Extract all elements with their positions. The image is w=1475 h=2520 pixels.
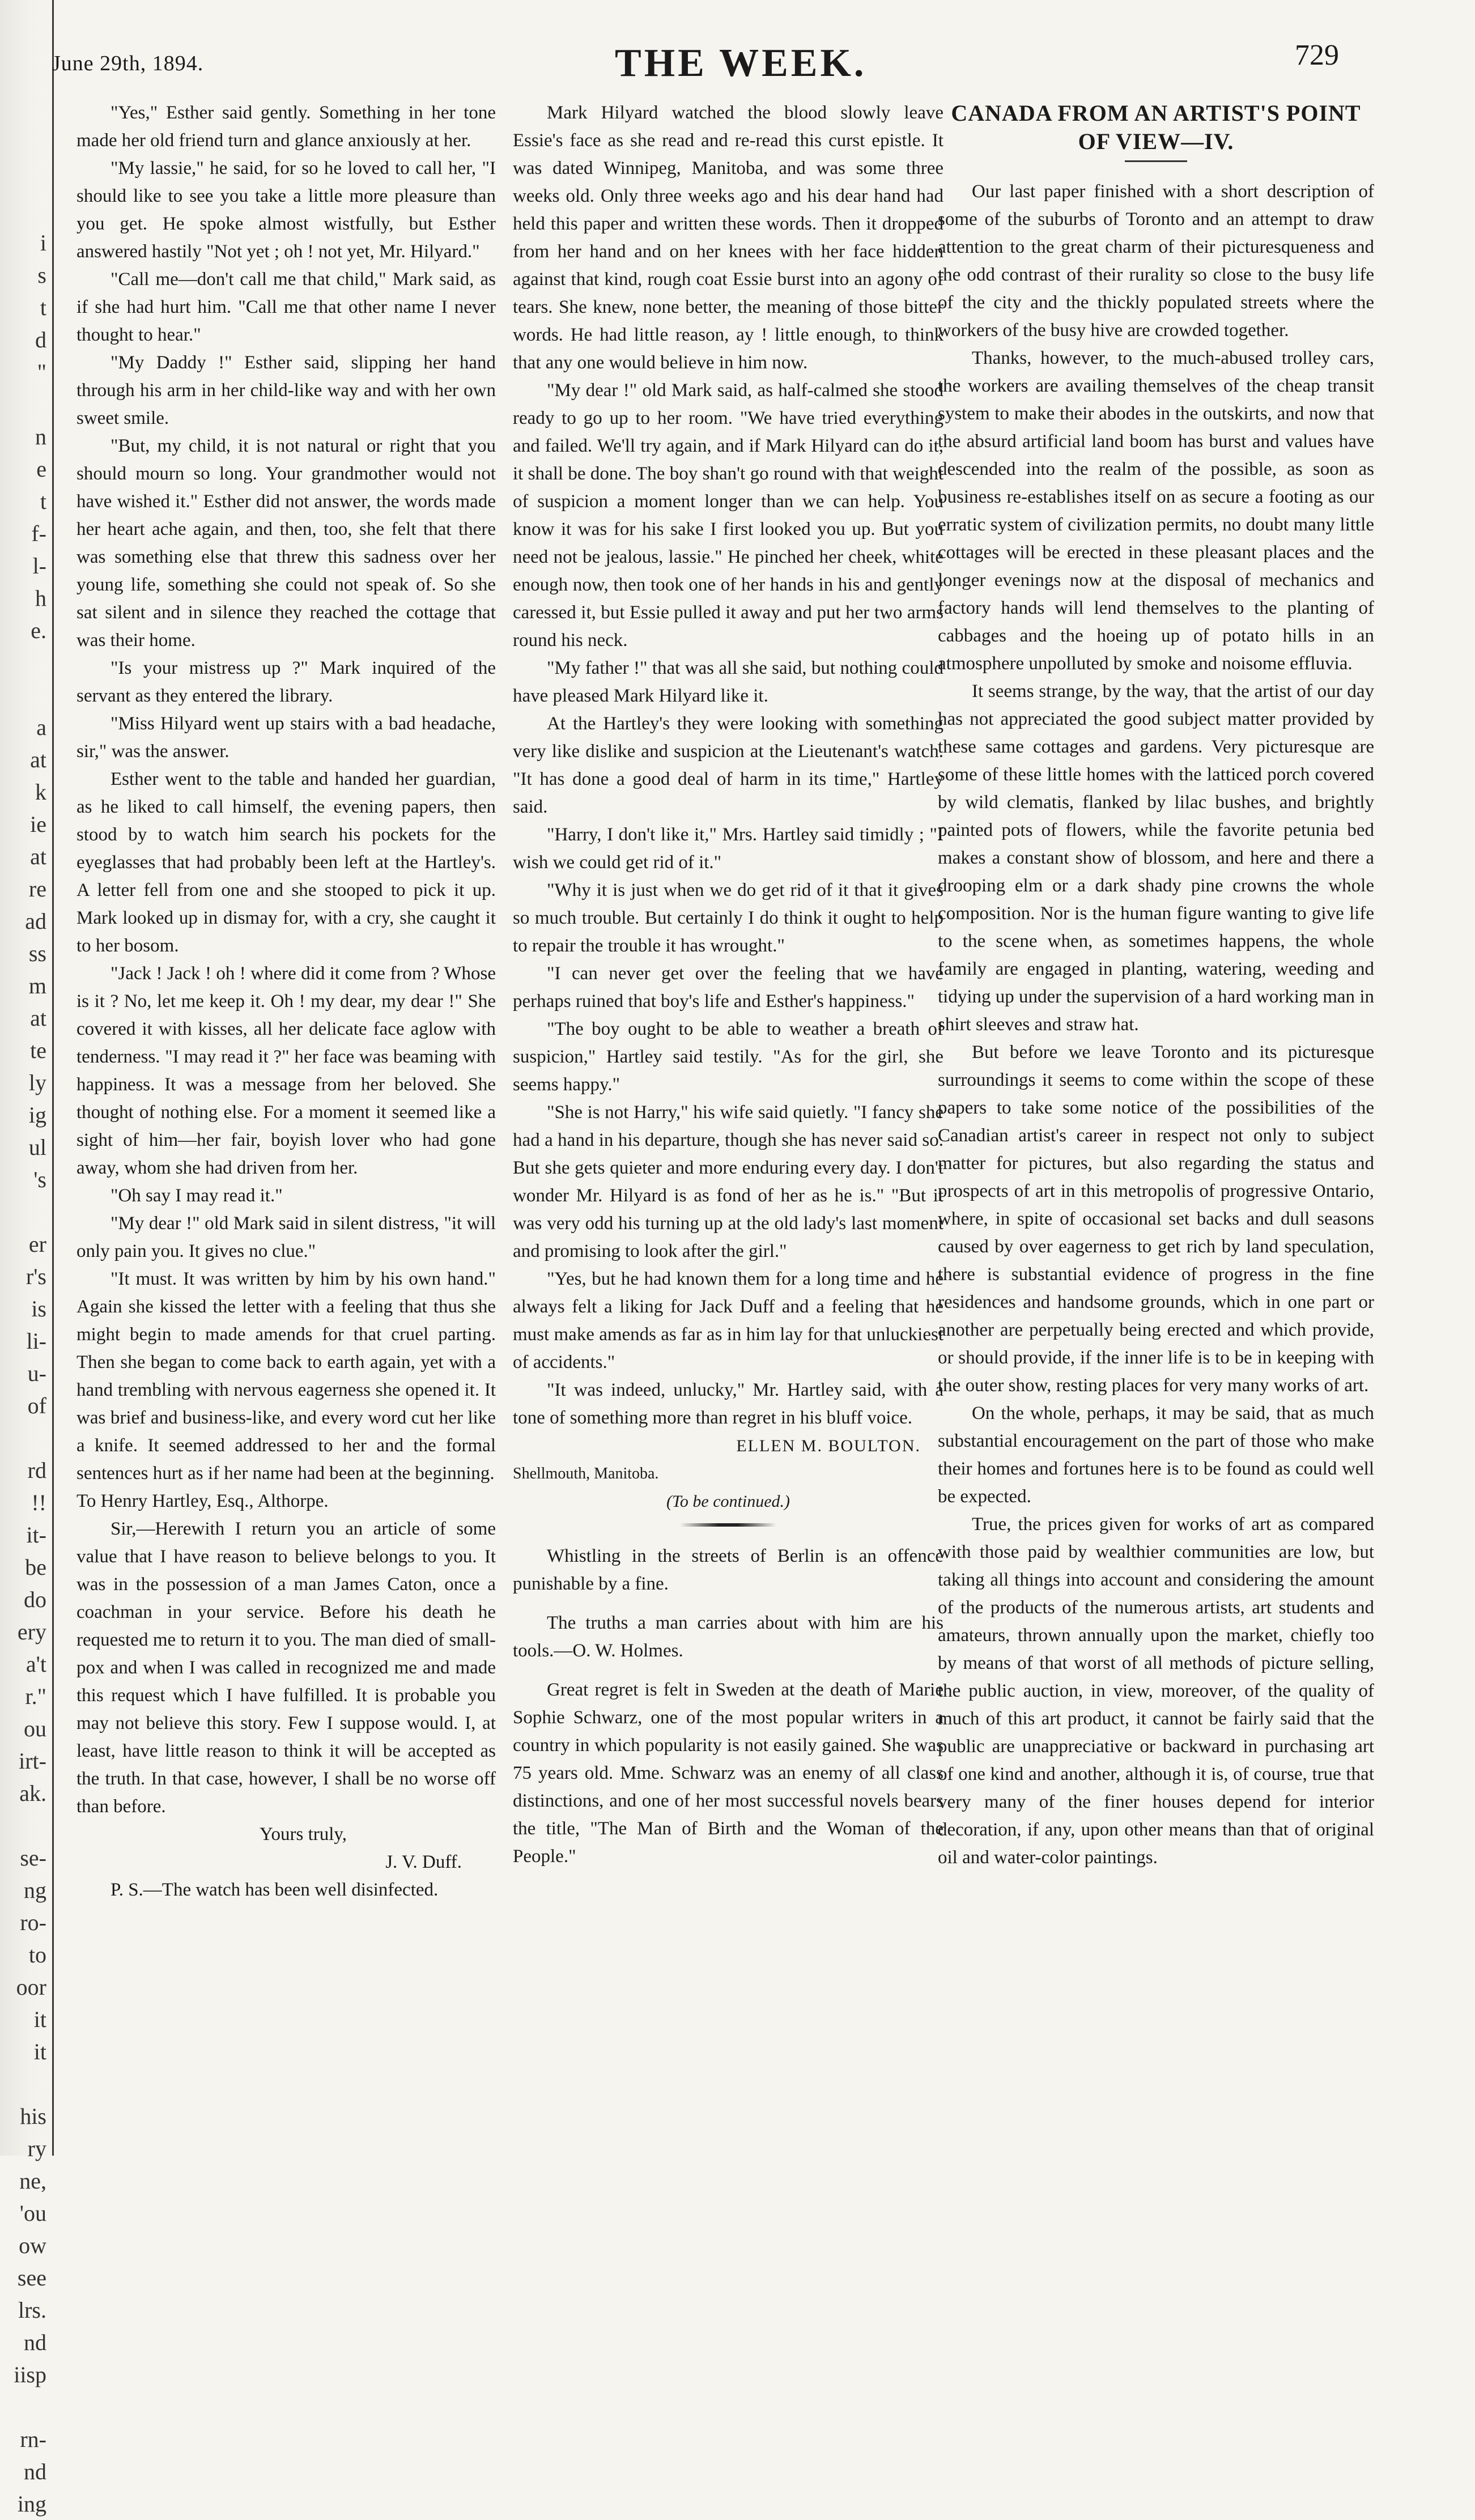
gutter-fragment — [1, 679, 46, 711]
gutter-fragment: is — [31, 1296, 46, 1321]
paragraph: "Yes, but he had known them for a long time and he always felt a liking for Jack Duff and a feeling that he must make amends as far as in him lay for that unluckiest of accidents." — [513, 1269, 943, 1372]
paragraph: True, the prices given for works of art as compared with those paid by wealthier communities are low, but taking all things into account and considering the amount of the products of the numerous artists, art students and amateurs, thrown annually upon the market, chiefly too by means of that worst of all methods of picture selling, the public auction, in view, moreover, of the quality of much of this art product, it cannot be fairly said that the public are unappreciative or backward in purchasing art of one kind and another, although it is, of course, true that very many of the finer houses depend for interior decoration, if any, upon other means than that of original oil and water-color paintings. — [938, 1514, 1374, 1868]
paragraph: Esther went to the table and handed her guardian, as he liked to call himself, the evening papers, then stood by to watch him search his pockets for the eyeglasses that had probably been left at the Hartley's. A letter fell from one and she stooped to pick it up. Mark looked up in dismay for, with a cry, she caught it to her bosom. — [76, 769, 496, 956]
story-author: ELLEN M. BOULTON. — [736, 1437, 921, 1455]
gutter-fragment: 'ou — [19, 2200, 46, 2226]
gutter-fragment: at — [30, 1005, 46, 1031]
gutter-fragment: at — [30, 747, 46, 772]
paragraph: Our last paper finished with a short description of some of the suburbs of Toronto and an attempt to draw attention to the great charm of their picturesqueness and the odd contrast of their rurality so close to the busy life of the city and the thickly populated streets where the workers of the busy hive are crowded together. — [938, 181, 1374, 341]
gutter-fragment: n — [35, 424, 46, 449]
gutter-fragment — [1, 1196, 46, 1228]
letter-body: Sir,—Herewith I return you an article of some value that I have reason to believe belongs to you. It was in the possession of a man James Caton, once a coachman in your service. Before his death he requested me to return it to you. The man died of small-pox and when I was called in recognized me and made this request which I have fulfilled. It is probable you may not believe this story. Few I suppose would. I, at least, have little reason to think it will be accepted as the truth. In that case, however, I shall be no worse off than before. — [76, 1519, 496, 1817]
gutter-fragment: ad — [25, 908, 46, 934]
paragraph: "But, my child, it is not natural or right that you should mourn so long. Your grandmother would not have wished it." Esther did not answer, the words made her heart ache again, and then, too, she felt that there was something else that threw this sadness over her young life, something she could not speak of. So she sat silent and in silence they reached the cottage that was their home. — [76, 436, 496, 651]
gutter-fragment: i — [40, 230, 46, 256]
gutter-fragment: 's — [33, 1167, 46, 1192]
gutter-fragment: u- — [27, 1361, 46, 1386]
paragraph: At the Hartley's they were looking with something very like dislike and suspicion at the Lieutenant's watch. "It has done a good deal of harm in its time," Hartley said. — [513, 713, 943, 817]
column-2 — [513, 99, 943, 1871]
gutter-fragment: ing — [17, 2491, 46, 2517]
gutter-fragment: nd — [24, 2459, 46, 2484]
gutter-fragment: " — [37, 359, 46, 385]
paragraph: "It must. It was written by him by his own hand." Again she kissed the letter with a feeling that thus she might begin to made amends for that cruel parting. Then she began to come back to earth again, yet with a hand trembling with nervous eagerness she opened it. It was brief and business-like, and every word cut her like a knife. It seemed addressed to her and the formal sentences hurt as if her name had been at the beginning. — [76, 1269, 496, 1484]
gutter-fragment: r." — [25, 1684, 46, 1709]
author-place: Shellmouth, Manitoba. — [513, 1465, 659, 1482]
gutter-fragment: ne, — [19, 2168, 46, 2194]
gutter-fragment: !! — [31, 1490, 46, 1515]
gutter-fragment — [1, 2068, 46, 2100]
gutter-fragment: k — [35, 779, 46, 805]
paragraph: "Call me—don't call me that child," Mark said, as if she had hurt him. "Call me that other name I never thought to hear." — [76, 269, 496, 345]
gutter-fragment: ul — [28, 1134, 46, 1160]
letter-signature: J. V. Duff. — [385, 1852, 462, 1872]
gutter-fragment: te — [30, 1038, 46, 1063]
gutter-fragment: nd — [24, 2330, 46, 2355]
postscript: P. S.—The watch has been well disinfected. — [110, 1880, 439, 1900]
letter-closing: Yours truly, — [259, 1824, 347, 1845]
gutter-fragment: ow — [19, 2233, 46, 2258]
paper-title: THE WEEK. — [615, 41, 867, 85]
gutter-fragment: ie — [30, 811, 46, 837]
page-number: 729 — [1295, 39, 1339, 71]
gutter-fragment — [1, 647, 46, 679]
paragraph: "Why it is just when we do get rid of it that it gives so much trouble. But certainly I do think it ought to help to repair the trouble it has wrought." — [513, 880, 943, 956]
gutter-fragment: l- — [32, 553, 46, 579]
gutter-fragment: ery — [17, 1619, 46, 1644]
gutter-fragment: do — [24, 1587, 46, 1612]
gutter-fragment: ou — [24, 1716, 46, 1741]
gutter-fragment: be — [25, 1554, 46, 1580]
section-divider — [680, 1523, 776, 1527]
paragraph: "Jack ! Jack ! oh ! where did it come from ? Whose is it ? No, let me keep it. Oh ! my dear, my dear !" She covered it with kisses, all her delicate face aglow with tenderness. "I may read it ?" her face was beaming with happiness. It was a message from her beloved. She thought of nothing else. For a moment it seemed like a sight of him—her fair, boyish lover who had gone away, whom she had driven from her. — [76, 963, 496, 1178]
gutter-fragment: to — [28, 1942, 46, 1967]
gutter-fragment: of — [27, 1393, 46, 1418]
gutter-fragment: e. — [31, 618, 46, 643]
paragraph: "My father !" that was all she said, but nothing could have pleased Mark Hilyard like it. — [513, 658, 943, 706]
gutter-fragment: ss — [28, 941, 46, 966]
paragraph: "Harry, I don't like it," Mrs. Hartley said timidly ; "I wish we could get rid of it." — [513, 825, 943, 873]
paragraph: "Yes," Esther said gently. Something in her tone made her old friend turn and glance anxiously at her. — [76, 103, 496, 151]
gutter-fragment: irt- — [19, 1748, 46, 1774]
paragraph: But before we leave Toronto and its picturesque surroundings it seems to come within the scope of these papers to take some notice of the possibilities of the Canadian artist's career in respect not only to subject matter for pictures, but also regarding the status and prospects of art in this metropolis of progressive Ontario, where, in spite of occasional set backs and dull seasons caused by over eagerness to get rich by land speculation, there is substantial evidence of progress in the fine residences and handsome grounds, which in one part or another are perpetually being erected and which provide, or should provide, if the inner life is to be in keeping with the outer show, resting places for very many works of art. — [938, 1042, 1374, 1396]
gutter-fragment — [1, 388, 46, 420]
gutter-fragment: d — [35, 327, 46, 352]
gutter-fragment: it — [33, 2039, 46, 2064]
paragraph: "My lassie," he said, for so he loved to call her, "I should like to see you take a little more pleasure than you get. He spoke almost wistfully, but Esther answered hastily "Not yet ; oh ! not yet, Mr. Hilyard." — [76, 158, 496, 262]
article-heading: CANADA FROM AN ARTIST'S POINT OF VIEW—IV. — [951, 100, 1361, 154]
paragraph: "My dear !" old Mark said in silent distress, "it will only pain you. It gives no clue." — [76, 1213, 496, 1261]
gutter-fragment: at — [30, 844, 46, 869]
paragraph: Mark Hilyard watched the blood slowly leave Essie's face as she read and re-read this curst epistle. It was dated Winnipeg, Manitoba, and was some three weeks old. Only three weeks ago and his dear hand had held this paper and written these words. Then it dropped from her hand and on her knees with her face hidden against that kind, rough coat Essie burst into an agony of tears. She knew, none better, the meaning of those bitter words. He had little reason, ay ! little enough, to think that any one would believe in him now. — [513, 103, 943, 373]
gutter-fragment: li- — [26, 1328, 46, 1354]
paragraph: Thanks, however, to the much-abused trolley cars, the workers are availing themselves of the cheap transit system to make their abodes in the outskirts, and now that the absurd artificial land boom has burst and values have descended into the realm of the possible, as soon as business re-establishes itself on as secure a footing as our erratic system of civilization permits, no doubt many little cottages will be erected in these pleasant places and the longer evenings now at the disposal of mechanics and factory hands will lend themselves to the planting of cabbages and the hoeing up of potato hills in an atmosphere unpolluted by smoke and noisome effluvia. — [938, 348, 1374, 674]
gutter-fragment: oor — [16, 1974, 46, 2000]
gutter-fragment: rd — [27, 1457, 46, 1483]
gutter-fragment: s — [37, 262, 46, 288]
paragraph: "The boy ought to be able to weather a breath of suspicion," Hartley said testily. "As for the girl, she seems happy." — [513, 1019, 943, 1095]
gutter-fragment: ro- — [20, 1910, 46, 1935]
column-3 — [938, 99, 1374, 1872]
gutter-fragment: his — [20, 2103, 46, 2129]
gutter-fragment — [1, 2391, 46, 2423]
masthead — [52, 34, 1475, 96]
paragraph: "She is not Harry," his wife said quietly. "I fancy she had a hand in his departure, though she has never said so. But she gets quieter and more enduring every day. I don't wonder Mr. Hilyard is as fond of her as he is." "But it was very odd his turning up at the old lady's last moment and promising to look after the girl." — [513, 1102, 943, 1261]
letter-address: To Henry Hartley, Esq., Althorpe. — [76, 1491, 329, 1511]
note-paragraph: The truths a man carries about with him are his tools.—O. W. Holmes. — [513, 1613, 943, 1661]
paragraph: "Oh say I may read it." — [110, 1185, 283, 1206]
gutter-fragment: t — [40, 488, 46, 514]
gutter-fragment: iisp — [14, 2362, 46, 2387]
gutter-fragment: r's — [25, 1264, 46, 1289]
column-1 — [76, 99, 496, 1904]
gutter-fragment — [1, 1809, 46, 1842]
gutter-fragment — [1, 1422, 46, 1454]
gutter-fragment: ry — [27, 2136, 46, 2161]
gutter-fragment: a't — [25, 1651, 46, 1677]
gutter-fragment: ly — [28, 1070, 46, 1095]
gutter-fragment: er — [28, 1231, 46, 1257]
paragraph: "It was indeed, unlucky," Mr. Hartley said, with a tone of something more than regret in his bluff voice. — [513, 1380, 943, 1428]
adjacent-page-fragments — [1, 227, 46, 2520]
paragraph: "Miss Hilyard went up stairs with a bad headache, sir," was the answer. — [76, 713, 496, 762]
binding-gutter — [0, 0, 54, 2517]
paragraph: "Is your mistress up ?" Mark inquired of the servant as they entered the library. — [76, 658, 496, 706]
gutter-fragment: ig — [28, 1102, 46, 1128]
paragraph: It seems strange, by the way, that the artist of our day has not appreciated the good subject matter provided by these same cottages and gardens. Very picturesque are some of these little homes with the latticed porch covered by wild clematis, flanked by lilac bushes, and brightly painted pots of flowers, while the favorite petunia bed makes a constant show of blossom, and here and there a drooping elm or a dark shady pine crowns the whole composition. Nor is the human figure wanting to give life to the scene when, as sometimes happens, the whole family are engaged in planting, watering, weeding and tidying up under the supervision of a hard working man in shirt sleeves and straw hat. — [938, 681, 1374, 1035]
paragraph: "My dear !" old Mark said, as half-calmed she stood ready to go up to her room. "We have tried everything and failed. We'll try again, and if Mark Hilyard can do it, it shall be done. The boy shan't go round with that weight of suspicion a moment longer than we can help. You know it was for his sake I first looked you up. But you need not be jealous, lassie." He pinched her cheek, white enough now, then took one of her hands in his and gently caressed it, but Essie pulled it away and put her two arms round his neck. — [513, 380, 943, 651]
note-paragraph: Great regret is felt in Sweden at the death of Marie Sophie Schwarz, one of the most popular writers in a country in which popularity is not easily gained. She was 75 years old. Mme. Schwarz was an enemy of all class distinctions, and one of her most successful novels bears the title, "The Man of Birth and the Woman of the People." — [513, 1680, 943, 1867]
gutter-fragment: ng — [24, 1877, 46, 1903]
gutter-fragment: re — [28, 876, 46, 902]
paragraph: "I can never get over the feeling that we have perhaps ruined that boy's life and Esther's happiness." — [513, 963, 943, 1012]
gutter-fragment: it — [33, 2007, 46, 2032]
gutter-fragment: f- — [31, 521, 46, 546]
gutter-fragment: lrs. — [18, 2297, 46, 2323]
gutter-fragment: se- — [20, 1845, 46, 1871]
paragraph: "My Daddy !" Esther said, slipping her hand through his arm in her child-like way and with her own sweet smile. — [76, 352, 496, 428]
note-paragraph: Whistling in the streets of Berlin is an offence punishable by a fine. — [513, 1546, 943, 1594]
paragraph: On the whole, perhaps, it may be said, that as much substantial encouragement on the part of those who make their homes and fortunes here is to be found as could well be expected. — [938, 1403, 1374, 1507]
gutter-fragment: a — [36, 715, 46, 740]
gutter-fragment: e — [36, 456, 46, 482]
gutter-fragment: h — [35, 585, 46, 611]
gutter-fragment: see — [17, 2265, 46, 2290]
gutter-fragment: t — [40, 295, 46, 320]
heading-rule — [1125, 160, 1187, 162]
continued-note: (To be continued.) — [666, 1492, 790, 1511]
gutter-fragment: ak. — [19, 1780, 46, 1806]
issue-date: June 29th, 1894. — [52, 52, 204, 75]
gutter-fragment: m — [28, 973, 46, 998]
gutter-fragment: it- — [26, 1522, 46, 1548]
gutter-fragment: rn- — [20, 2426, 46, 2452]
